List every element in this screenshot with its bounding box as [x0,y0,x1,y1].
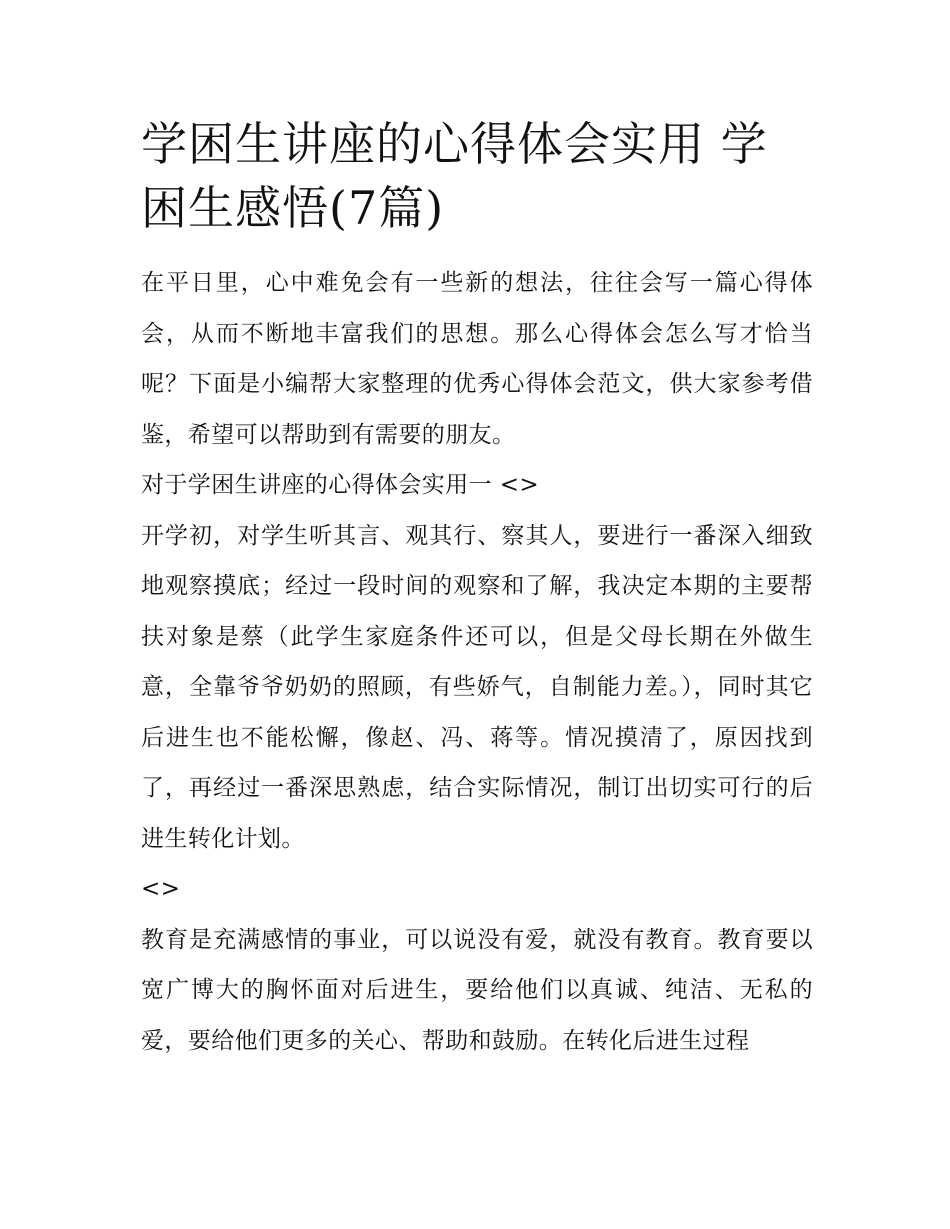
paragraph-separator: <> [141,876,181,902]
document-page [141,112,813,1066]
paragraph-section-heading: 对于学困生讲座的心得体会实用一 <> [141,472,540,498]
paragraph-body-1: 开学初，对学生听其言、观其行、察其人，要进行一番深入细致地观察摸底；经过一段时间的观察和了解，我决定本期的主要帮扶对象是蔡（此学生家庭条件还可以，但是父母长期在外做生意，全靠爷爷奶奶的照顾，有些娇气，自制能力差。），同时其它后进生也不能松懈，像赵、冯、蒋等。情况摸清了，原因找到了，再经过一番深思熟虑，结合实际情况，制订出切实可行的后进生转化计划。 [141,522,813,852]
document-title: 学困生讲座的心得体会实用 学困生感悟(7篇) [141,117,768,235]
paragraph-body-2: 教育是充满感情的事业，可以说没有爱，就没有教育。教育要以宽广博大的胸怀面对后进生，要给他们以真诚、纯洁、无私的爱，要给他们更多的关心、帮助和鼓励。在转化后进生过程 [141,926,813,1054]
paragraph-intro: 在平日里，心中难免会有一些新的想法，往往会写一篇心得体会，从而不断地丰富我们的思想。那么心得体会怎么写才恰当呢？下面是小编帮大家整理的优秀心得体会范文，供大家参考借鉴，希望可以帮助到有需要的朋友。 [141,270,813,448]
